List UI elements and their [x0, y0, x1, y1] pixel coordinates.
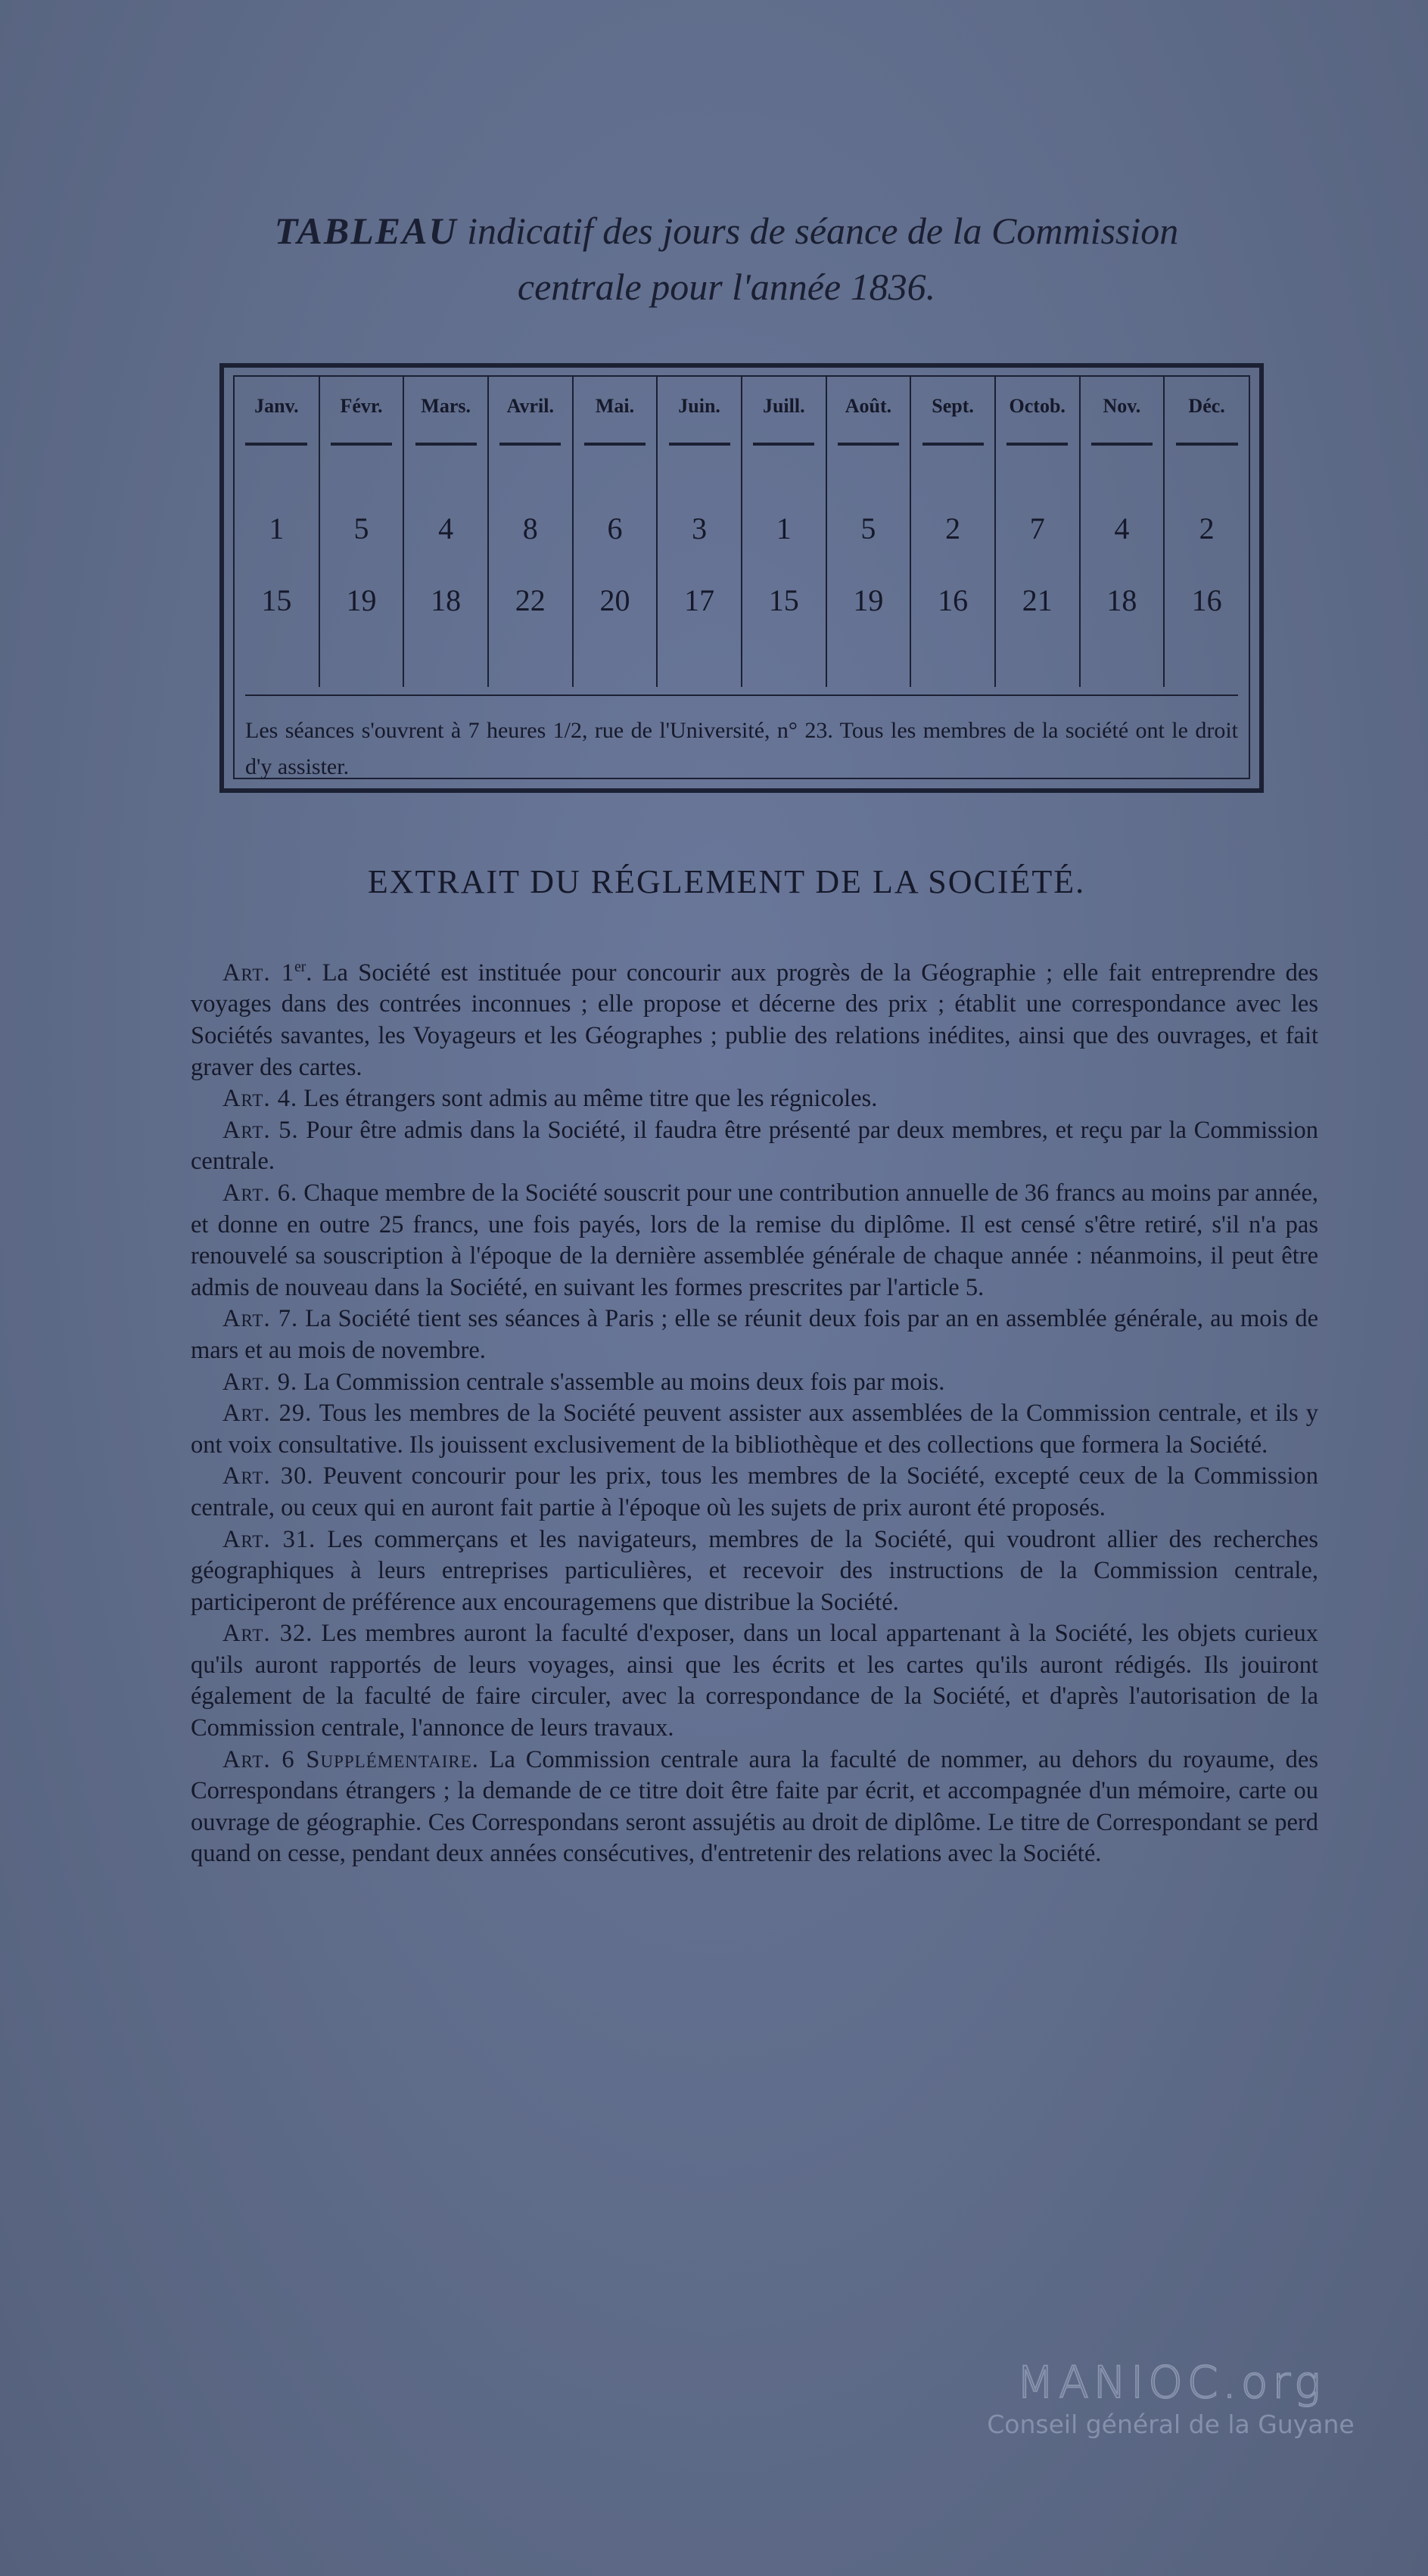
- session-note: Les séances s'ouvrent à 7 heures 1/2, rue de l'Université, n° 23. Tous les membres de la société ont le droit d'y assister.: [245, 694, 1238, 785]
- header-rule: [1164, 436, 1249, 474]
- month-header: Octob.: [995, 377, 1080, 436]
- month-header: Août.: [826, 377, 911, 436]
- article-paragraph: [191, 1083, 1318, 1115]
- calendar-inner-border: [233, 375, 1250, 779]
- header-rule: [319, 436, 404, 474]
- article-text: La Société tient ses séances à Paris ; elle se réunit deux fois par an en assemblée générale, au mois de mars et au mois de novembre.: [191, 1305, 1318, 1364]
- article-paragraph: [191, 1618, 1318, 1744]
- second-session-day: 17: [657, 583, 742, 687]
- article-label: Art. 5.: [222, 1116, 299, 1144]
- article-label: Art. 31.: [222, 1525, 316, 1553]
- article-text: Peuvent concourir pour les prix, tous les membres de la Société, excepté ceux de la Commission centrale, ou ceux qui en auront fait partie à l'époque où les sujets de prix auront été proposés.: [191, 1462, 1318, 1521]
- header-rule: [826, 436, 911, 474]
- first-session-day: 7: [995, 474, 1080, 583]
- header-rule: [573, 436, 658, 474]
- article-text: La Commission centrale s'assemble au moins deux fois par mois.: [297, 1368, 945, 1396]
- calendar-frame: [219, 363, 1264, 793]
- article-paragraph: [191, 952, 1318, 1083]
- first-session-day: 2: [910, 474, 995, 583]
- first-session-day: 1: [742, 474, 826, 583]
- first-session-day: 8: [488, 474, 573, 583]
- second-session-day: 18: [403, 583, 488, 687]
- header-rule: [403, 436, 488, 474]
- extrait-title: EXTRAIT DU RÉGLEMENT DE LA SOCIÉTÉ.: [367, 863, 1086, 900]
- second-session-day: 15: [261, 583, 292, 618]
- month-header: Déc.: [1164, 377, 1249, 436]
- tableau-title: [136, 203, 1317, 315]
- article-label: Art. 30.: [222, 1462, 314, 1490]
- first-session-row: [235, 474, 1249, 583]
- second-session-row: [235, 583, 1249, 687]
- article-text: Les commerçans et les navigateurs, membres de la Société, qui voudront allier des recherches géographiques à leurs entreprises particulières, et recevoir des instructions de la Commission centrale, participeront de préférence aux encouragemens que distribue la Société.: [191, 1525, 1318, 1616]
- month-header: Avril.: [488, 377, 573, 436]
- month-header: Mai.: [573, 377, 658, 436]
- article-label: Art. 6 Supplémentaire.: [222, 1745, 479, 1773]
- first-session-day: 6: [573, 474, 658, 583]
- article-label: Art. 1: [222, 959, 295, 987]
- first-session-day: 2: [1164, 474, 1249, 583]
- header-rule-row: [235, 436, 1249, 474]
- tableau-title-line2: centrale pour l'année 1836.: [517, 266, 936, 308]
- second-session-day: 21: [995, 583, 1080, 687]
- article-paragraph: [191, 1745, 1318, 1870]
- header-rule: [742, 436, 826, 474]
- article-label: Art. 6.: [222, 1179, 298, 1207]
- article-label: Art. 29.: [222, 1400, 313, 1428]
- article-label: Art. 32.: [222, 1620, 313, 1648]
- second-session-day: 20: [573, 583, 658, 687]
- article-text: Pour être admis dans la Société, il faudra être présenté par deux membres, et reçu par la Commission centrale.: [191, 1116, 1318, 1176]
- article-label: Art. 7.: [222, 1305, 299, 1333]
- month-header: Juin.: [657, 377, 742, 436]
- second-session-day: 18: [1080, 583, 1165, 687]
- header-rule: [1080, 436, 1165, 474]
- tableau-title-lead: TABLEAU: [274, 210, 458, 252]
- month-header: Mars.: [403, 377, 488, 436]
- month-header: Janv.: [254, 395, 299, 417]
- first-session-day: 4: [403, 474, 488, 583]
- article-paragraph: [191, 1398, 1318, 1461]
- watermark-caption: Conseil général de la Guyane: [987, 2410, 1355, 2439]
- month-header-row: [235, 377, 1249, 436]
- articles-list: [191, 952, 1318, 1870]
- article-label-sup: er: [294, 959, 306, 975]
- session-calendar-table: [235, 377, 1249, 687]
- header-rule: [235, 436, 319, 474]
- article-paragraph: [191, 1115, 1318, 1178]
- second-session-day: 15: [742, 583, 826, 687]
- article-text: Chaque membre de la Société souscrit pour une contribution annuelle de 36 francs au moins par année, et donne en outre 25 francs, une fois payés, lors de la remise du diplôme. Il est censé s'être retiré, s'il n'a pas renouvelé sa souscription à l'époque de la dernière assemblée générale de chaque année : néanmoins, il peut être admis de nouveau dans la Société, en suivant les formes prescrites par l'article 5.: [191, 1179, 1318, 1301]
- month-header: Nov.: [1080, 377, 1165, 436]
- article-label: Art. 9.: [222, 1368, 298, 1396]
- second-session-day: 16: [910, 583, 995, 687]
- first-session-day: 4: [1080, 474, 1165, 583]
- article-text: Tous les membres de la Société peuvent assister aux assemblées de la Commission centrale, et ils y ont voix consultative. Ils jouissent exclusivement de la bibliothèque et des collections que formera la Société.: [191, 1400, 1319, 1459]
- manioc-logo: MANIOC.org: [1016, 2357, 1325, 2408]
- first-session-day: 5: [826, 474, 911, 583]
- article-paragraph: [191, 1461, 1318, 1524]
- second-session-day: 19: [826, 583, 911, 687]
- first-session-day: 3: [657, 474, 742, 583]
- article-label: Art. 4.: [222, 1085, 298, 1113]
- first-session-day: 1: [269, 511, 285, 546]
- header-rule: [488, 436, 573, 474]
- article-paragraph: [191, 1367, 1318, 1399]
- month-header: Sept.: [910, 377, 995, 436]
- header-rule: [995, 436, 1080, 474]
- manioc-watermark: [959, 2357, 1383, 2439]
- article-text: Les membres auront la faculté d'exposer, dans un local appartenant à la Société, les objets curieux qu'ils auront rapportés de leurs voyages, ainsi que les écrits et les cartes qu'ils auront rédigés. Ils jouiront également de la faculté de faire circuler, avec la correspondance de la Société, et d'après l'autorisation de la Commission centrale, l'annonce de leurs travaux.: [191, 1620, 1318, 1742]
- header-rule: [657, 436, 742, 474]
- second-session-day: 22: [488, 583, 573, 687]
- tableau-title-rest: indicatif des jours de séance de la Commission: [457, 210, 1179, 252]
- header-rule: [910, 436, 995, 474]
- article-paragraph: [191, 1178, 1318, 1304]
- first-session-day: 5: [319, 474, 404, 583]
- second-session-day: 19: [319, 583, 404, 687]
- month-header: Févr.: [319, 377, 404, 436]
- article-text: Les étrangers sont admis au même titre que les régnicoles.: [297, 1085, 878, 1113]
- article-paragraph: [191, 1524, 1318, 1619]
- article-text: . La Société est instituée pour concourir aux progrès de la Géographie ; elle fait entreprendre des voyages dans des contrées inconnues ; elle propose et décerne des prix ; établit une correspondance avec les Sociétés savantes, les Voyageurs et les Géographes ; publie des relations inédites, ainsi que des ouvrages, et fait graver des cartes.: [191, 959, 1319, 1081]
- second-session-day: 16: [1164, 583, 1249, 687]
- month-header: Juill.: [742, 377, 826, 436]
- article-text: La Commission centrale aura la faculté de nommer, au dehors du royaume, des Correspondans étrangers ; la demande de ce titre doit être faite par écrit, et accompagnée d'un mémoire, carte ou ouvrage de géographie. Ces Correspondans seront assujétis au droit de diplôme. Le titre de Correspondant se perd quand on cesse, pendant deux années consécutives, d'entretenir des relations avec la Société.: [191, 1745, 1319, 1868]
- article-paragraph: [191, 1304, 1318, 1366]
